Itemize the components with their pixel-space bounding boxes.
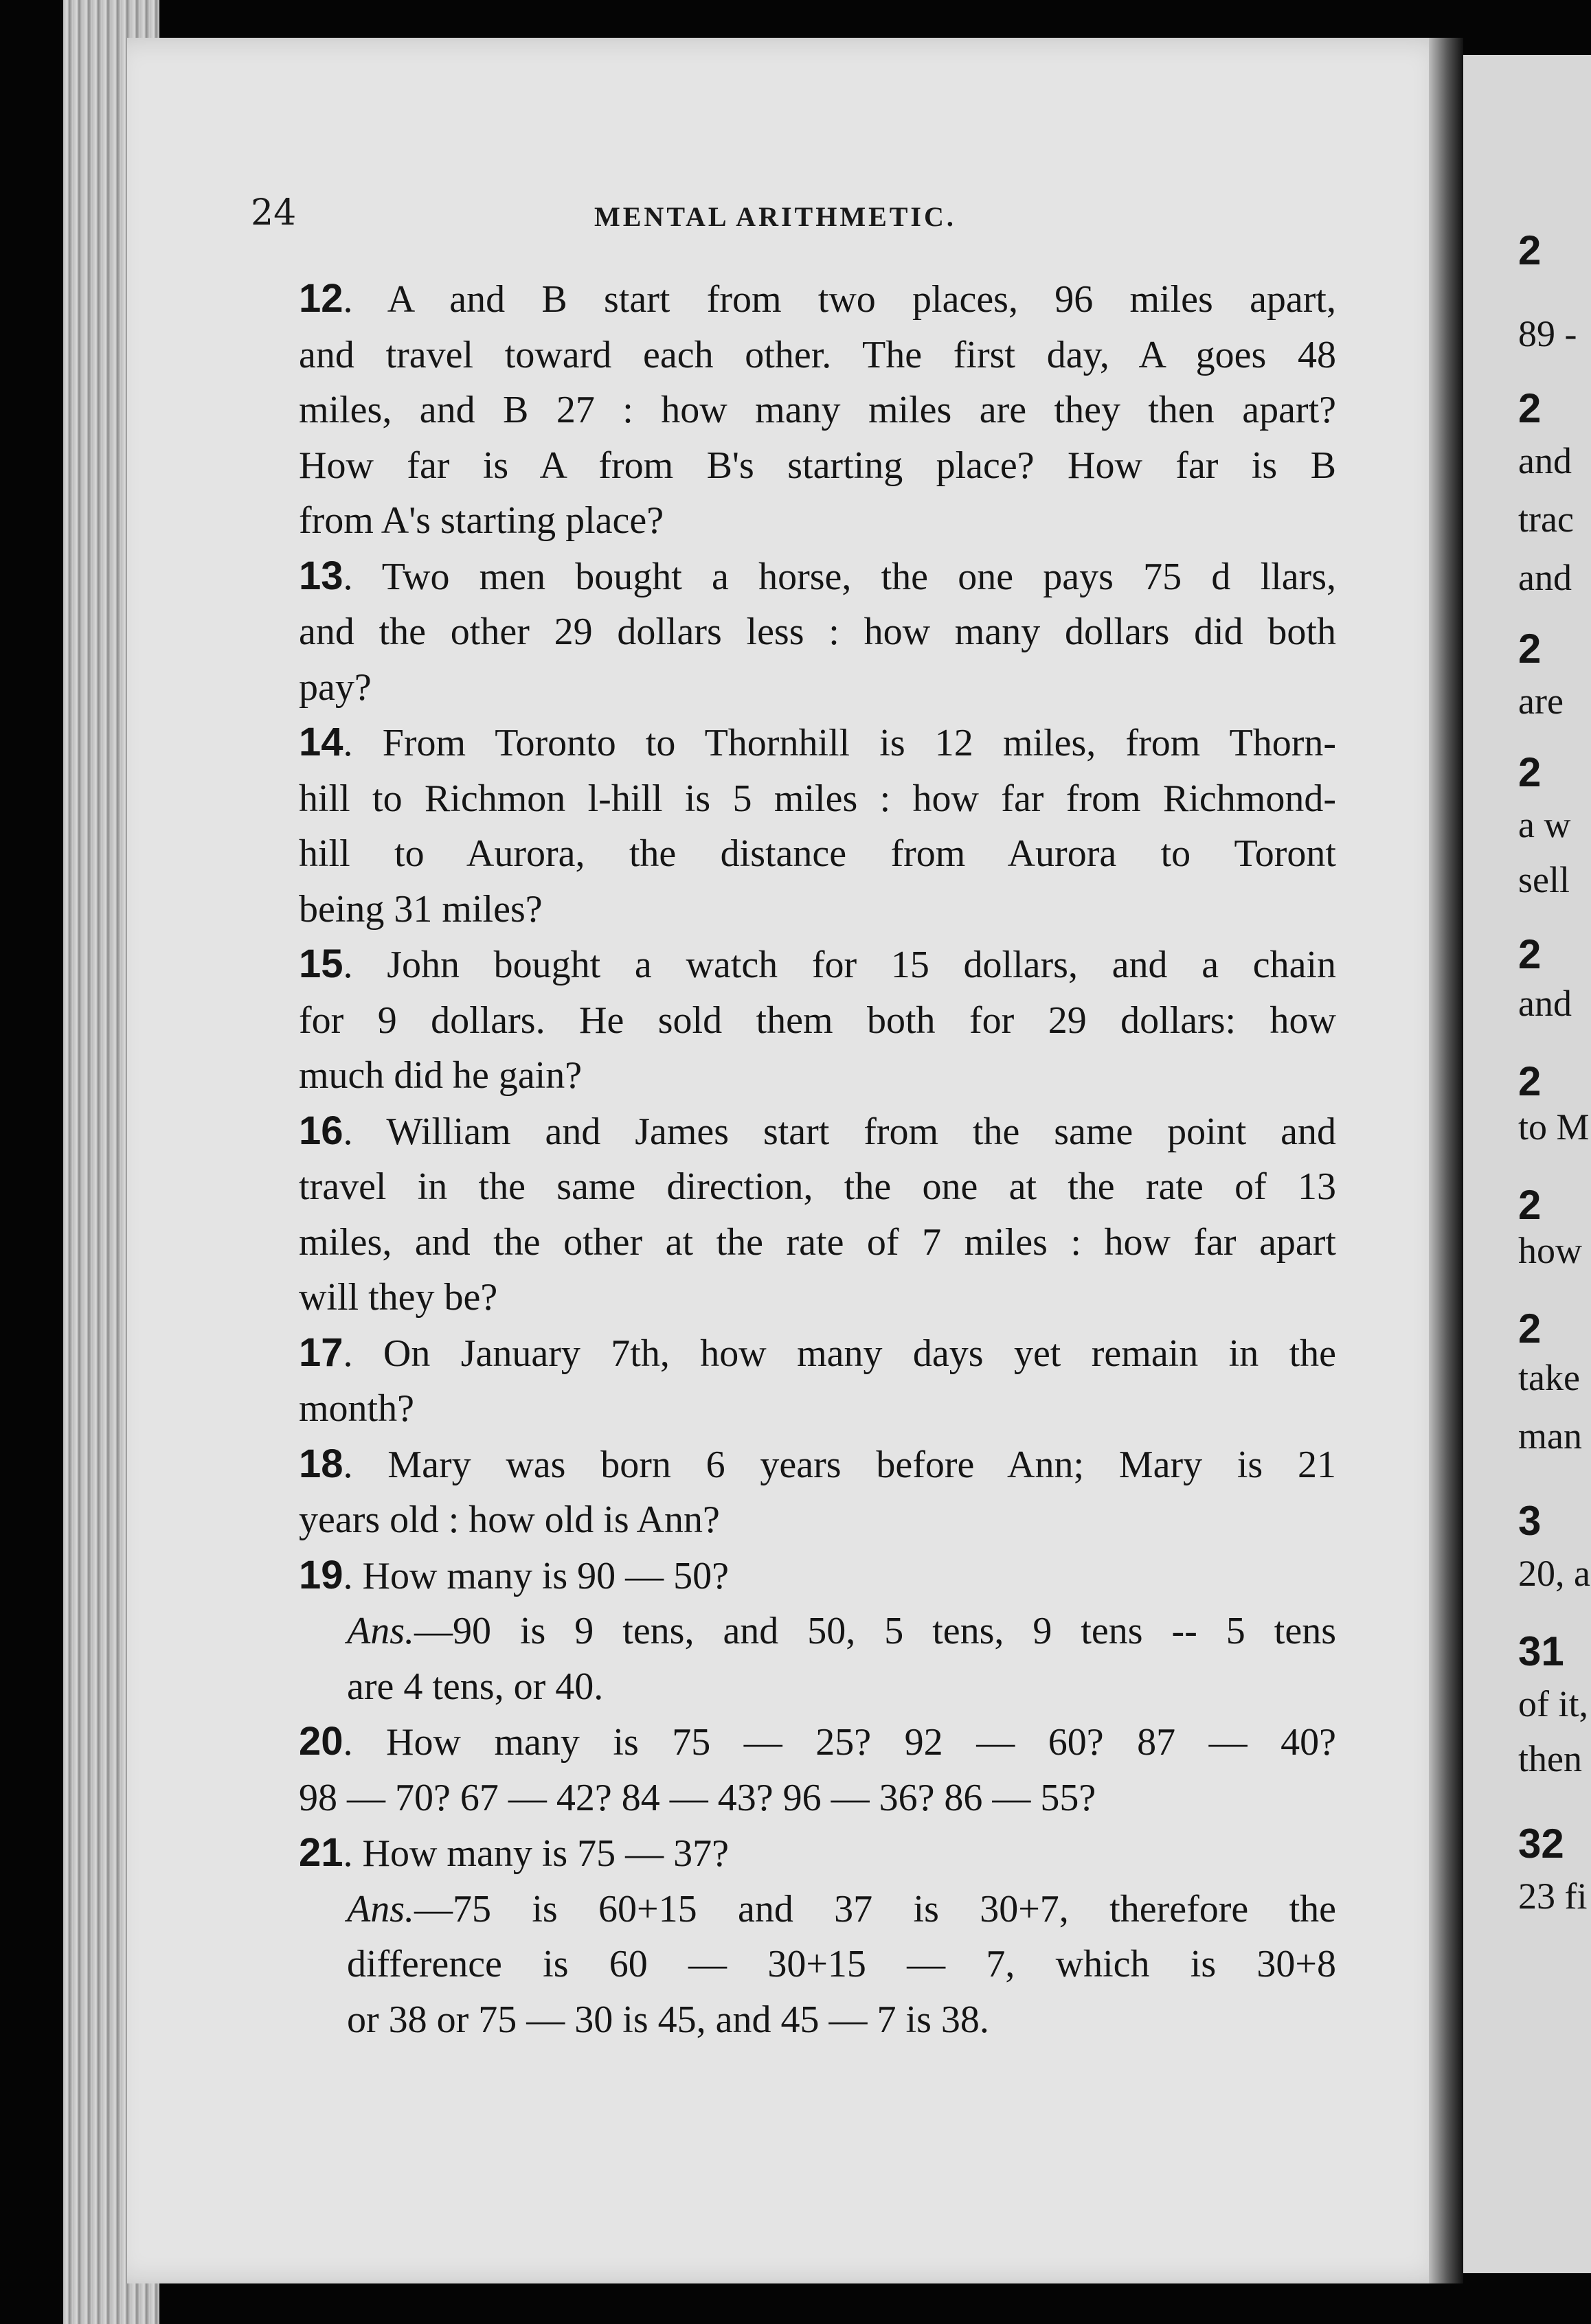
right-page-fragment: 2 bbox=[1518, 931, 1542, 977]
answer-line bbox=[347, 1882, 1336, 1937]
problem-number: 13 bbox=[299, 553, 343, 598]
answer-text: —75 is 60+15 and 37 is 30+7, therefore the bbox=[414, 1887, 1336, 1930]
problem-text: Two men bought a horse, the one pays 75 d llars, bbox=[381, 555, 1336, 598]
right-page-fragment: sell bbox=[1518, 859, 1570, 900]
problem-line bbox=[251, 993, 1336, 1049]
problem-line: 20. How many is 75 — 25? 92 — 60? 87 — 40? bbox=[299, 1719, 1337, 1764]
problem-line: 17. On January 7th, how many days yet remain in the bbox=[299, 1330, 1336, 1375]
problem-number: 16 bbox=[299, 1108, 343, 1153]
problem-text: 98 — 70? 67 — 42? 84 — 43? 96 — 36? 86 — 55? bbox=[299, 1776, 1096, 1819]
problem-text: hill to Richmon l-hill is 5 miles : how far from Richmond- bbox=[299, 777, 1336, 820]
problem-line bbox=[251, 1770, 1336, 1826]
right-page-fragment: 2 bbox=[1518, 1182, 1542, 1228]
problem-line bbox=[251, 438, 1336, 494]
right-page-fragment: 2 bbox=[1518, 1306, 1542, 1352]
problem-text: from A's starting place? bbox=[299, 499, 664, 542]
right-page-fragment: 23 fi bbox=[1518, 1876, 1588, 1917]
right-page-fragment: are bbox=[1518, 681, 1564, 722]
answer-text: or 38 or 75 — 30 is 45, and 45 — 7 is 38. bbox=[347, 1998, 989, 2041]
right-page-fragment: and bbox=[1518, 983, 1572, 1024]
problem-text: travel in the same direction, the one at the rate of 13 bbox=[299, 1165, 1336, 1208]
book-gutter bbox=[1429, 38, 1463, 2283]
problem-text: pay? bbox=[299, 665, 372, 709]
problem-list bbox=[251, 271, 1336, 2047]
problem-line bbox=[251, 1270, 1336, 1325]
problem-text: How far is A from B's starting place? How far is B bbox=[299, 444, 1336, 487]
answer-label: Ans. bbox=[347, 1887, 414, 1930]
right-page-fragment: then bbox=[1518, 1738, 1582, 1779]
problem-text: How many is 75 — 37? bbox=[362, 1832, 730, 1875]
problem-line bbox=[251, 882, 1336, 937]
problem-line: 21. How many is 75 — 37? bbox=[299, 1830, 730, 1875]
right-page-fragment: of it, bbox=[1518, 1683, 1588, 1724]
problem-12 bbox=[251, 271, 1336, 549]
right-page-fragment: 2 bbox=[1518, 385, 1542, 431]
right-page-fragment: 31 bbox=[1518, 1628, 1564, 1674]
answer-line bbox=[347, 1992, 1336, 2048]
right-page-fragment: man bbox=[1518, 1415, 1582, 1457]
problem-text: much did he gain? bbox=[299, 1054, 583, 1097]
problem-text: years old : how old is Ann? bbox=[299, 1499, 720, 1541]
right-page-fragment: 2 bbox=[1518, 749, 1542, 795]
right-page-fragment: take bbox=[1518, 1357, 1580, 1398]
answer-label: Ans. bbox=[347, 1610, 414, 1652]
right-page-fragment: 32 bbox=[1518, 1821, 1564, 1867]
right-page-fragment: a w bbox=[1518, 804, 1571, 845]
problem-line bbox=[251, 328, 1336, 383]
right-page-fragment: 2 bbox=[1518, 227, 1542, 273]
problem-18 bbox=[251, 1437, 1336, 1548]
problem-line: 16. William and James start from the same point and bbox=[299, 1108, 1336, 1153]
problem-text: and travel toward each other. The first day, A goes 48 bbox=[299, 333, 1336, 376]
problem-line bbox=[251, 1048, 1336, 1104]
problem-line: 14. From Toronto to Thornhill is 12 miles, from Thorn- bbox=[299, 720, 1336, 764]
problem-text: will they be? bbox=[299, 1276, 498, 1319]
right-page-fragment: 89 - bbox=[1518, 313, 1577, 354]
problem-number: 12 bbox=[299, 276, 343, 321]
problem-text: being 31 miles? bbox=[299, 887, 543, 931]
answer-text: difference is 60 — 30+15 — 7, which is 30+8 bbox=[347, 1943, 1336, 1985]
problem-text: month? bbox=[299, 1387, 414, 1430]
problem-text: William and James start from the same point and bbox=[386, 1110, 1336, 1153]
problem-line: 15. John bought a watch for 15 dollars, and a chain bbox=[299, 942, 1336, 986]
right-page-fragment: to M bbox=[1518, 1106, 1590, 1148]
problem-line: 19. How many is 90 — 50? bbox=[299, 1552, 730, 1597]
problem-20 bbox=[251, 1714, 1336, 1825]
problem-line bbox=[251, 493, 1336, 549]
problem-number: 21 bbox=[299, 1830, 343, 1875]
problem-line bbox=[251, 1159, 1336, 1215]
problem-text: John bought a watch for 15 dollars, and a chain bbox=[387, 944, 1336, 986]
answer-text: —90 is 9 tens, and 50, 5 tens, 9 tens -- 5 tens bbox=[414, 1610, 1336, 1652]
problem-text: On January 7th, how many days yet remain in the bbox=[383, 1332, 1336, 1375]
problem-line: 18. Mary was born 6 years before Ann; Mary is 21 bbox=[299, 1441, 1336, 1486]
running-title: MENTAL ARITHMETIC. bbox=[594, 201, 956, 232]
answer-line bbox=[347, 1604, 1336, 1659]
problem-15 bbox=[251, 937, 1336, 1104]
problem-line bbox=[251, 604, 1336, 660]
problem-line bbox=[251, 383, 1336, 438]
problem-text: hill to Aurora, the distance from Aurora to Toront bbox=[299, 832, 1336, 875]
right-page-fragment: and bbox=[1518, 557, 1572, 598]
right-page bbox=[1463, 55, 1591, 2273]
right-page-fragment: and bbox=[1518, 440, 1572, 481]
problem-text: for 9 dollars. He sold them both for 29 dollars: how bbox=[299, 999, 1336, 1042]
problem-line bbox=[251, 826, 1336, 882]
answer-line bbox=[347, 1659, 1336, 1715]
answer-text: are 4 tens, or 40. bbox=[347, 1665, 604, 1708]
problem-number: 19 bbox=[299, 1552, 343, 1597]
problem-text: A and B start from two places, 96 miles apart, bbox=[387, 278, 1336, 321]
problem-number: 17 bbox=[299, 1330, 343, 1375]
problem-14 bbox=[251, 715, 1336, 937]
problem-text: miles, and the other at the rate of 7 miles : how far apart bbox=[299, 1220, 1336, 1264]
right-page-fragment: how bbox=[1518, 1230, 1582, 1271]
problem-text: miles, and B 27 : how many miles are they then apart? bbox=[299, 389, 1336, 431]
right-page-fragment: 2 bbox=[1518, 1058, 1542, 1104]
problem-text: How many is 75 — 25? 92 — 60? 87 — 40? bbox=[386, 1721, 1337, 1764]
problem-line bbox=[251, 1215, 1336, 1271]
problem-line bbox=[251, 771, 1336, 827]
problem-21 bbox=[251, 1825, 1336, 1882]
problem-line bbox=[251, 1381, 1336, 1437]
problem-line bbox=[251, 660, 1336, 716]
problem-text: From Toronto to Thornhill is 12 miles, from Thorn- bbox=[382, 722, 1336, 764]
problem-number: 15 bbox=[299, 942, 343, 986]
problem-text: and the other 29 dollars less : how many dollars did both bbox=[299, 611, 1336, 653]
right-page-fragment: 2 bbox=[1518, 626, 1542, 672]
right-page-fragment: 20, a bbox=[1518, 1553, 1590, 1594]
problem-19 bbox=[251, 1548, 1336, 1604]
page-number: 24 bbox=[251, 192, 297, 233]
answer-line bbox=[347, 1937, 1336, 1992]
right-page-fragment: trac bbox=[1518, 499, 1574, 540]
problem-text: Mary was born 6 years before Ann; Mary is 21 bbox=[387, 1443, 1336, 1486]
problem-text: How many is 90 — 50? bbox=[362, 1554, 730, 1597]
right-page-fragment: 3 bbox=[1518, 1498, 1542, 1544]
problem-16 bbox=[251, 1104, 1336, 1325]
problem-17 bbox=[251, 1325, 1336, 1437]
problem-13 bbox=[251, 549, 1336, 716]
answer-21 bbox=[251, 1882, 1336, 2048]
answer-19 bbox=[251, 1604, 1336, 1714]
problem-line bbox=[251, 1492, 1336, 1548]
running-head bbox=[251, 185, 1336, 247]
problem-number: 14 bbox=[299, 720, 343, 764]
problem-line: 13. Two men bought a horse, the one pays 75 d llars, bbox=[299, 553, 1336, 598]
problem-number: 20 bbox=[299, 1719, 343, 1764]
problem-line: 12. A and B start from two places, 96 miles apart, bbox=[299, 276, 1336, 321]
problem-number: 18 bbox=[299, 1441, 343, 1486]
